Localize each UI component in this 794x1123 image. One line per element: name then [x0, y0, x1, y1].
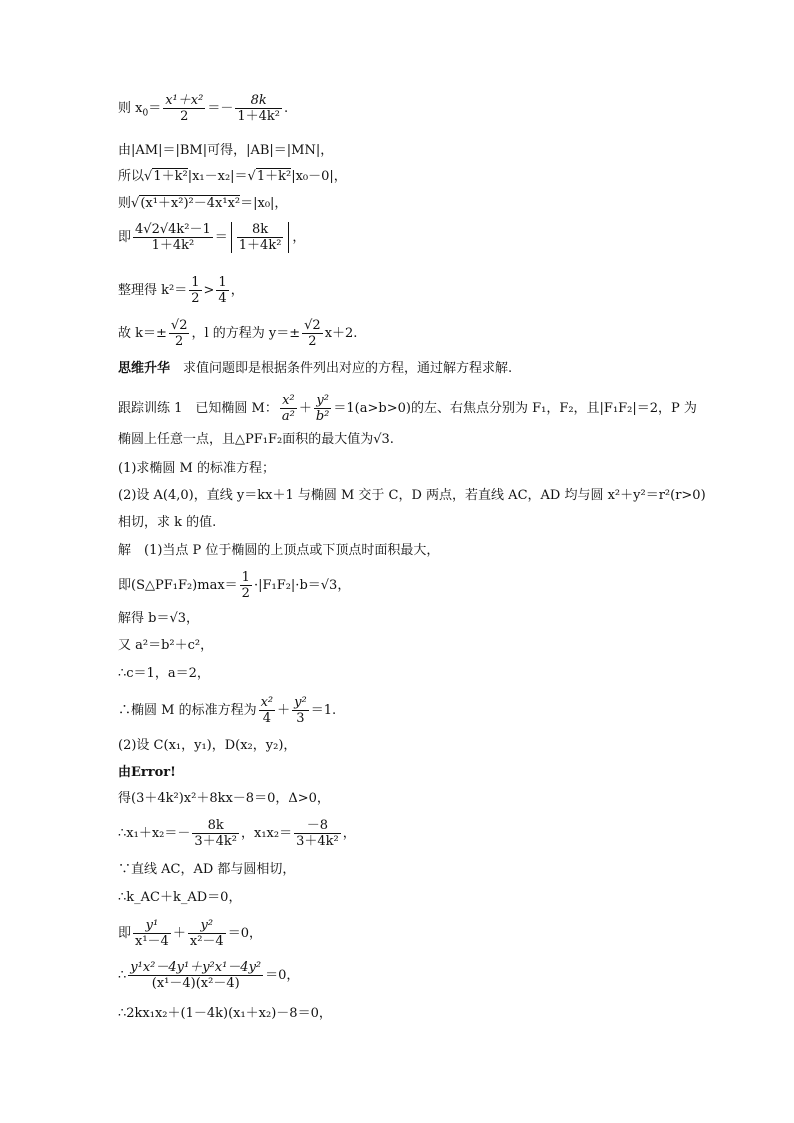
subscript: 0	[142, 108, 149, 119]
numerator: x¹＋x²	[165, 93, 204, 108]
numerator: 8k	[192, 818, 239, 834]
text: ＋	[172, 926, 186, 941]
denominator: 3	[296, 711, 305, 726]
line-summary	[118, 361, 512, 377]
text: ＝1.	[310, 703, 337, 718]
text: x＋2.	[324, 326, 358, 341]
numerator: 1	[241, 570, 250, 585]
denominator: 3＋4k²	[194, 834, 237, 849]
text: 求值问题即是根据条件列出对应的方程，通过解方程求解.	[183, 361, 513, 376]
text: ，	[230, 283, 244, 298]
text: 则	[118, 196, 132, 211]
text: ＝	[148, 101, 162, 116]
text: 即	[118, 230, 132, 245]
text: ＝	[214, 230, 228, 245]
fraction	[259, 695, 276, 726]
line-quadratic: 得(3＋4k²)x²＋8kx－8＝0，Δ>0，	[118, 791, 330, 806]
line-vieta	[118, 818, 356, 849]
text: ＝0，	[265, 968, 300, 983]
numerator: y¹	[133, 918, 171, 934]
equation-x0	[118, 93, 288, 124]
denominator: b²	[315, 409, 330, 424]
exercise-label: 跟踪训练 1	[118, 401, 183, 416]
denominator: (x¹－4)(x²－4)	[151, 976, 240, 991]
text: 所以	[118, 169, 145, 184]
denominator: 2	[241, 586, 250, 601]
numerator: －8	[294, 818, 341, 834]
solution-start: 解 (1)当点 P 位于椭圆的上顶点或下顶点时面积最大，	[118, 543, 440, 558]
text: ∴椭圆 M 的标准方程为	[118, 703, 257, 718]
numerator: 8k	[235, 93, 282, 109]
fraction	[292, 695, 309, 726]
fraction	[235, 93, 282, 124]
question-1: (1)求椭圆 M 的标准方程；	[118, 461, 275, 476]
denominator: x¹－4	[135, 934, 169, 949]
line-exercise	[118, 393, 697, 424]
denominator: 1＋4k²	[238, 238, 282, 253]
line-tangent: ∵直线 AC，AD 都与圆相切，	[118, 862, 296, 877]
line-slope-sum	[118, 918, 262, 949]
fraction	[302, 318, 323, 349]
text: 整理得 k²＝	[118, 283, 188, 298]
radicand: 1＋k²	[153, 169, 188, 184]
line-sqrt-equality: 所以√1＋k²|x₁－x₂|＝√1＋k²|x₀－0|，	[118, 169, 347, 184]
fraction	[163, 93, 205, 124]
line-set-cd: (2)设 C(x₁，y₁)，D(x₂，y₂)，	[118, 738, 297, 753]
denominator: 4	[218, 291, 227, 306]
text: ＝|x₀|，	[240, 196, 288, 211]
text: ＋	[298, 401, 312, 416]
text: 则 x	[118, 101, 143, 116]
text: ∴	[118, 968, 127, 983]
numerator: y²	[314, 393, 332, 409]
fraction	[280, 393, 297, 424]
denominator: 2	[175, 334, 184, 349]
numerator: y²	[188, 918, 226, 934]
denominator: 2	[308, 334, 317, 349]
text: ，	[292, 230, 306, 245]
fraction	[133, 918, 171, 949]
line-combined-fraction	[118, 960, 299, 991]
text: 已知椭圆 M：	[195, 401, 278, 416]
numerator: y¹x²－4y¹＋y²x¹－4y²	[130, 960, 262, 975]
fraction	[128, 960, 263, 991]
text: ，l 的方程为 y＝±	[191, 326, 301, 341]
radicand: (x¹＋x²)²－4x¹x²	[140, 196, 241, 211]
text: |x₁－x₂|＝	[187, 169, 248, 184]
text: ＝－	[207, 101, 234, 116]
fraction	[216, 275, 228, 306]
line-ca: ∴c＝1，a＝2，	[118, 666, 210, 681]
fraction	[294, 818, 341, 849]
fraction	[192, 818, 239, 849]
text: ，	[342, 826, 356, 841]
text: 即	[118, 926, 132, 941]
fraction	[314, 393, 332, 424]
text: ＋	[277, 703, 291, 718]
denominator: a²	[281, 409, 295, 424]
numerator: 1	[218, 275, 227, 290]
numerator: √2	[170, 318, 188, 333]
text: .	[283, 101, 289, 116]
line-max-area	[118, 570, 350, 601]
numerator: y²	[294, 695, 307, 710]
line-k-squared	[118, 275, 244, 306]
numerator: x²	[280, 393, 297, 409]
denominator: x²－4	[189, 934, 224, 949]
summary-label: 思维升华	[118, 361, 171, 376]
numerator: 1	[191, 275, 200, 290]
text: >	[203, 283, 215, 298]
text: 即(S△PF₁F₂)max＝	[118, 578, 238, 593]
denominator: 2	[180, 109, 189, 124]
text: ＝0，	[227, 926, 262, 941]
text: ，x₁x₂＝	[241, 826, 293, 841]
line-abc: 又 a²＝b²＋c²，	[118, 638, 214, 653]
fraction	[133, 222, 213, 253]
line-error: 由Error!	[118, 765, 176, 780]
fraction	[237, 222, 284, 253]
fraction	[189, 275, 201, 306]
denominator: 2	[191, 291, 200, 306]
line-sqrt-x0: 则√(x¹＋x²)²－4x¹x²＝|x₀|，	[118, 196, 288, 211]
text: ∴x₁＋x₂＝－	[118, 826, 191, 841]
line-slopes: ∴k_AC＋k_AD＝0，	[118, 890, 242, 905]
fraction	[169, 318, 190, 349]
denominator: 1＋4k²	[151, 238, 195, 253]
line-final: ∴2kx₁x₂＋(1－4k)(x₁＋x₂)－8＝0，	[118, 1006, 332, 1021]
line-exercise-cont: 椭圆上任意一点，且△PF₁F₂面积的最大值为√3.	[118, 432, 394, 447]
denominator: 4	[262, 711, 271, 726]
fraction	[240, 570, 252, 601]
radicand: 1＋k²	[256, 169, 292, 184]
text: ·|F₁F₂|·b＝√3，	[253, 578, 351, 593]
numerator: 4√2√4k²－1	[135, 222, 211, 237]
line-k-value	[118, 318, 357, 349]
denominator: 1＋4k²	[237, 109, 280, 124]
numerator: x²	[260, 695, 274, 710]
question-2: (2)设 A(4,0)，直线 y＝kx＋1 与椭圆 M 交于 C，D 两点，若直线 AC，AD 均与圆 x²＋y²＝r²(r>0)	[118, 488, 706, 503]
line-abs-equation	[118, 222, 305, 253]
numerator: √2	[304, 318, 321, 333]
denominator: 3＋4k²	[296, 834, 339, 849]
text: |x₀－0|，	[291, 169, 347, 184]
fraction	[188, 918, 226, 949]
text: ＝1(a>b>0)的左、右焦点分别为 F₁，F₂，且|F₁F₂|＝2，P 为	[333, 401, 697, 416]
question-2-cont: 相切，求 k 的值.	[118, 515, 217, 530]
absolute-value	[231, 222, 290, 253]
text: 故 k＝±	[118, 326, 167, 341]
line-b: 解得 b＝√3，	[118, 611, 200, 626]
line-ellipse-eq	[118, 695, 336, 726]
line-condition: 由|AM|＝|BM|可得，|AB|＝|MN|，	[118, 143, 334, 158]
numerator: 8k	[237, 222, 284, 238]
